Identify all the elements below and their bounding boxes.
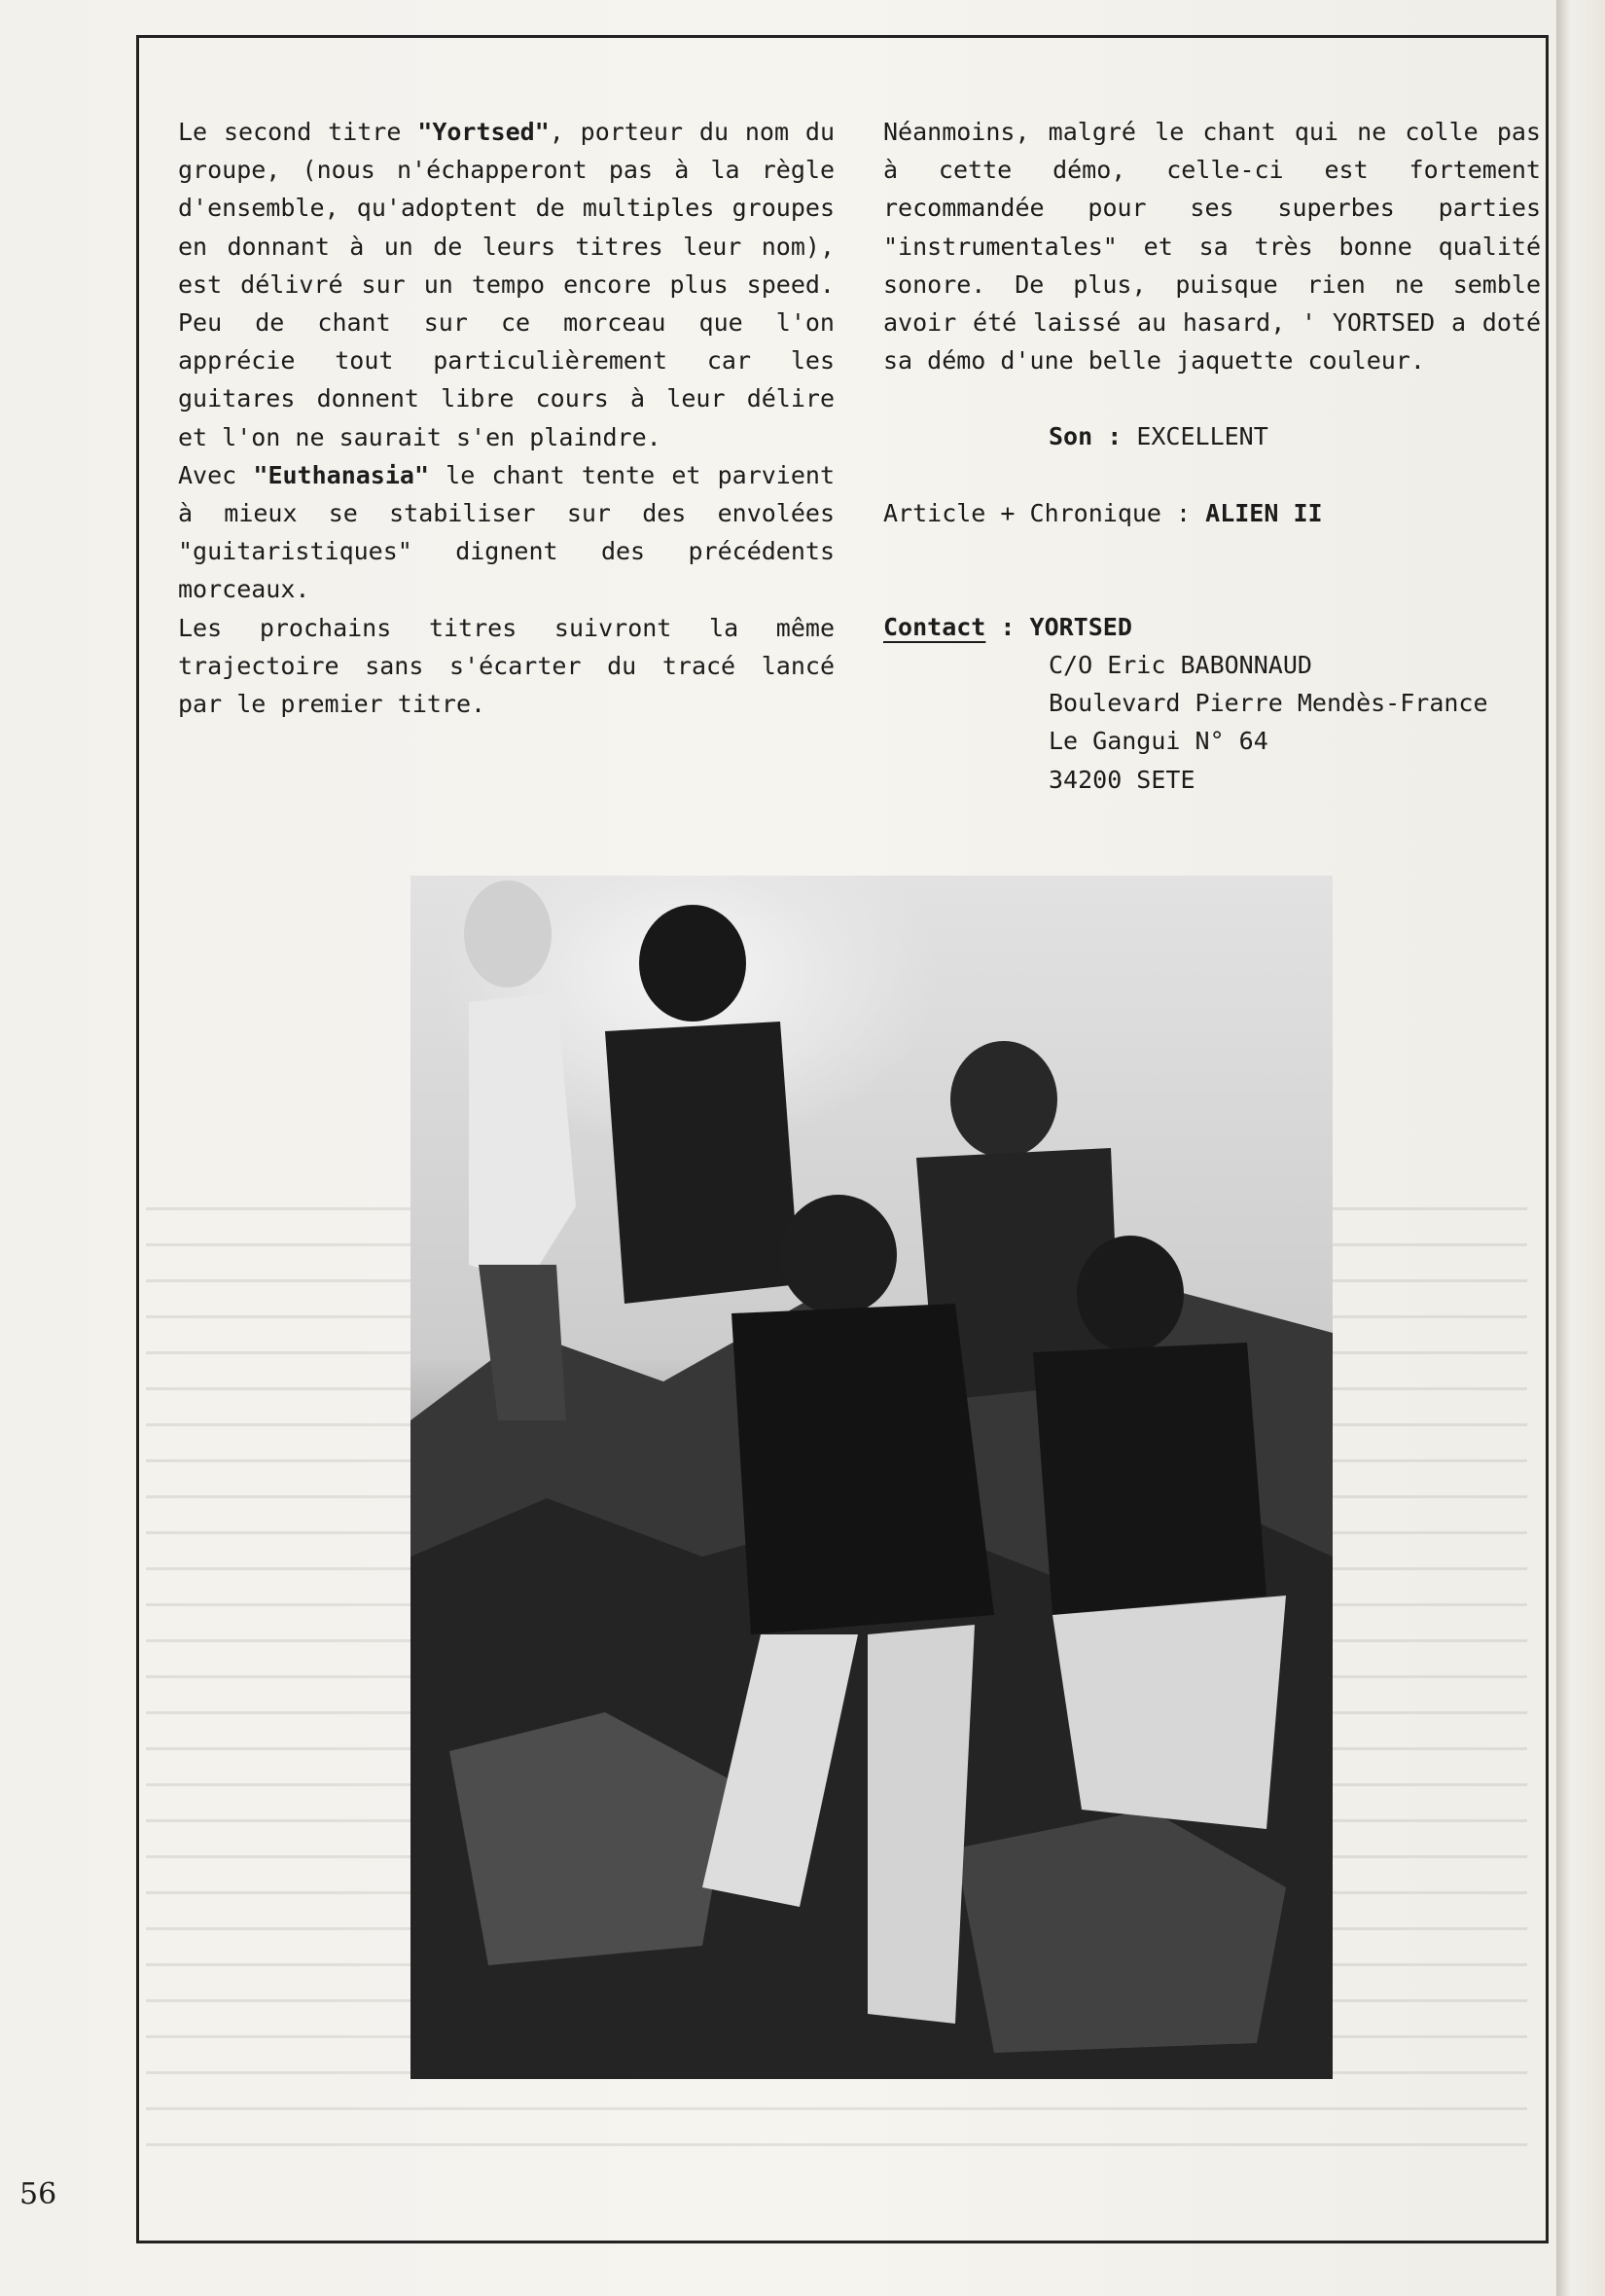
- credits-label: Article + Chronique :: [883, 498, 1206, 527]
- contact-name: YORTSED: [1029, 612, 1132, 641]
- band-photo: [410, 876, 1333, 2079]
- rating-line: Son : EXCELLENT: [1049, 422, 1268, 451]
- paragraph-neanmoins: Néanmoins, malgré le chant qui ne colle pas à cette démo, celle-ci est fortement recommandée pour ses superbes parties "instrumentales" et sa très bonne qualité sonore. De plus, puisque rien ne semble avoir été laissé au hasard, ' YORTSED a doté sa démo d'une belle jaquette couleur.: [883, 118, 1541, 376]
- paragraph-prochains: Les prochains titres suivront la même trajectoire sans s'écarter du tracé lancé par le premier titre.: [178, 613, 835, 719]
- address-line-2: Boulevard Pierre Mendès-France: [1049, 689, 1488, 718]
- title-euthanasia: "Euthanasia": [253, 460, 430, 489]
- rating-value: EXCELLENT: [1136, 422, 1268, 451]
- contact-line: Contact : YORTSED: [883, 612, 1132, 641]
- band-photo-illustration: [410, 876, 1333, 2079]
- address-line-3: Le Gangui N° 64: [1049, 727, 1268, 756]
- left-column: [178, 113, 835, 723]
- contact-label: Contact: [883, 612, 986, 641]
- right-column: [883, 113, 1541, 799]
- page-gutter: [1556, 0, 1605, 2296]
- paragraph-euthanasia: Avec "Euthanasia" le chant tente et parvient à mieux se stabiliser sur des envolées "guitaristiques" dignent des précédents morceaux.: [178, 460, 835, 604]
- page-number: 56: [19, 2177, 57, 2211]
- credits-author: ALIEN II: [1205, 498, 1323, 527]
- title-yortsed: "Yortsed": [417, 118, 550, 146]
- paragraph-yortsed: Le second titre "Yortsed", porteur du nom du groupe, (nous n'échapperont pas à la règle d'ensemble, qu'adoptent de multiples groupes en donnant à un de leurs titres leur nom), est délivré sur un tempo encore plus speed. Peu de chant sur ce morceau que l'on apprécie tout particulièrement car les guitares donnent libre cours à leur délire et l'on ne saurait s'en plaindre.: [178, 118, 835, 451]
- rating-label: Son: [1049, 422, 1093, 451]
- address-line-1: C/O Eric BABONNAUD: [1049, 651, 1312, 680]
- credits-line: [883, 494, 1541, 532]
- address-line-4: 34200 SETE: [1049, 765, 1195, 794]
